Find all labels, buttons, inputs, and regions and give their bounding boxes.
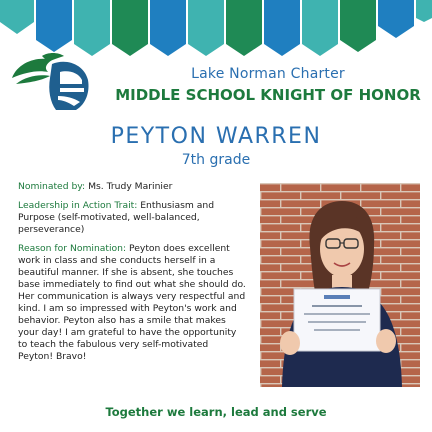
pennant-4 <box>112 0 148 56</box>
student-name: PEYTON WARREN <box>110 124 322 149</box>
student-grade: 7th grade <box>181 152 251 168</box>
school-motto: Together we learn, lead and serve <box>105 405 327 419</box>
reason-label: Reason for Nomination: <box>18 243 127 254</box>
pennant-2 <box>36 0 72 52</box>
pennant-6 <box>188 0 224 56</box>
pennant-7 <box>226 0 262 56</box>
pennant-3 <box>74 0 110 56</box>
pennant-10 <box>340 0 376 52</box>
pennant-1 <box>0 0 34 34</box>
student-photo <box>260 183 420 387</box>
knight-helmet-icon <box>8 50 106 114</box>
trait-value: Enthusiasm and Purpose (self-motivated, well-balanced, perseverance) <box>18 200 215 235</box>
honor-title: MIDDLE SCHOOL KNIGHT OF HONOR <box>115 86 421 104</box>
nominated-by <box>18 181 246 193</box>
reason-value: Peyton does excellent work in class and she conducts herself in a beautiful manner. If she is absent, she touches base immediately to find out what she should do. Her communication is always very respectful and kind. I am so impressed with Peyton's work and behavior. Peyton also has a smile that makes your day! I am grateful to have the opportunity to teach the fabulous very self-motivated Peyton! Bravo! <box>18 243 246 362</box>
pennant-11 <box>378 0 414 38</box>
nomination-details <box>18 181 246 370</box>
trait-label: Leadership in Action Trait: <box>18 200 138 211</box>
nominated-by-label: Nominated by: <box>18 181 86 192</box>
pennant-9 <box>302 0 338 56</box>
school-name: Lake Norman Charter <box>191 66 345 82</box>
pennant-8 <box>264 0 300 56</box>
pennant-12 <box>416 0 432 22</box>
nominated-by-value: Ms. Trudy Marinier <box>88 181 173 192</box>
nomination-reason <box>18 243 246 363</box>
pennant-5 <box>150 0 186 56</box>
leadership-trait <box>18 200 246 236</box>
